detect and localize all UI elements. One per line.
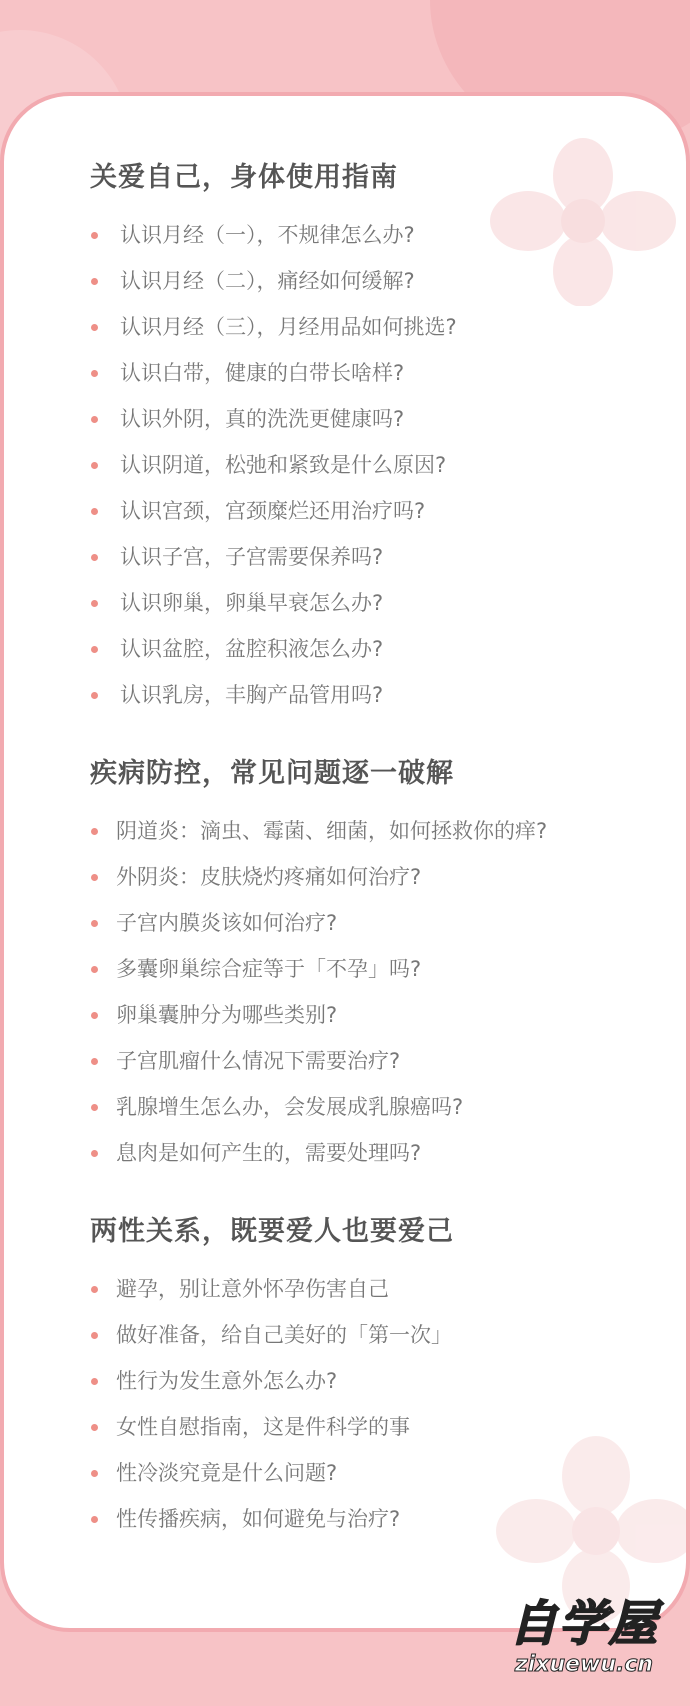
list-item: 女性自慰指南，这是件科学的事 (90, 1404, 680, 1450)
topic-list (90, 808, 680, 1176)
list-item: 认识外阴，真的洗洗更健康吗? (90, 396, 680, 442)
section-disease-control (90, 754, 680, 1176)
list-item: 认识盆腔，盆腔积液怎么办? (90, 626, 680, 672)
bullet-dot-icon (91, 370, 98, 377)
list-item: 认识乳房，丰胸产品管用吗? (90, 672, 680, 718)
bullet-dot-icon (91, 874, 98, 881)
bullet-dot-icon (91, 600, 98, 607)
bullet-dot-icon (91, 1286, 98, 1293)
list-item: 做好准备，给自己美好的「第一次」 (90, 1312, 680, 1358)
bullet-dot-icon (91, 1012, 98, 1019)
list-item: 认识月经（二），痛经如何缓解? (90, 258, 680, 304)
bullet-dot-icon (91, 278, 98, 285)
content-card (0, 92, 690, 1632)
bullet-dot-icon (91, 324, 98, 331)
watermark-title: 自学屋 (508, 1596, 659, 1652)
list-item: 认识月经（三），月经用品如何挑选? (90, 304, 680, 350)
bullet-dot-icon (91, 966, 98, 973)
bullet-dot-icon (91, 1516, 98, 1523)
list-item: 认识子宫，子宫需要保养吗? (90, 534, 680, 580)
section-body-guide (90, 158, 680, 718)
bullet-dot-icon (91, 232, 98, 239)
list-item: 认识宫颈，宫颈糜烂还用治疗吗? (90, 488, 680, 534)
section-title: 关爱自己，身体使用指南 (90, 162, 398, 193)
topic-list (90, 1266, 680, 1542)
list-item: 性冷淡究竟是什么问题? (90, 1450, 680, 1496)
guide-content (90, 158, 680, 1542)
bullet-dot-icon (91, 646, 98, 653)
section-title: 疾病防控，常见问题逐一破解 (90, 758, 454, 789)
bullet-dot-icon (91, 1378, 98, 1385)
bullet-dot-icon (91, 1332, 98, 1339)
bullet-dot-icon (91, 920, 98, 927)
list-item: 子宫肌瘤什么情况下需要治疗? (90, 1038, 680, 1084)
list-item: 卵巢囊肿分为哪些类别? (90, 992, 680, 1038)
bullet-dot-icon (91, 416, 98, 423)
bullet-dot-icon (91, 1424, 98, 1431)
list-item: 外阴炎：皮肤烧灼疼痛如何治疗? (90, 854, 680, 900)
bullet-dot-icon (91, 1104, 98, 1111)
bullet-dot-icon (91, 692, 98, 699)
topic-list (90, 212, 680, 718)
site-watermark (494, 1596, 674, 1678)
list-item: 多囊卵巢综合症等于「不孕」吗? (90, 946, 680, 992)
bullet-dot-icon (91, 462, 98, 469)
list-item: 性行为发生意外怎么办? (90, 1358, 680, 1404)
list-item: 避孕，别让意外怀孕伤害自己 (90, 1266, 680, 1312)
bullet-dot-icon (91, 1058, 98, 1065)
list-item: 息肉是如何产生的，需要处理吗? (90, 1130, 680, 1176)
bullet-dot-icon (91, 508, 98, 515)
bullet-dot-icon (91, 1470, 98, 1477)
list-item: 阴道炎：滴虫、霉菌、细菌，如何拯救你的痒? (90, 808, 680, 854)
list-item: 性传播疾病，如何避免与治疗? (90, 1496, 680, 1542)
section-relationships (90, 1212, 680, 1542)
list-item: 乳腺增生怎么办，会发展成乳腺癌吗? (90, 1084, 680, 1130)
watermark-url: zixuewu.cn (514, 1652, 654, 1677)
list-item: 认识卵巢，卵巢早衰怎么办? (90, 580, 680, 626)
list-item: 认识白带，健康的白带长啥样? (90, 350, 680, 396)
bullet-dot-icon (91, 828, 98, 835)
list-item: 子宫内膜炎该如何治疗? (90, 900, 680, 946)
section-title: 两性关系，既要爱人也要爱己 (90, 1216, 454, 1247)
list-item: 认识月经（一），不规律怎么办? (90, 212, 680, 258)
list-item: 认识阴道，松弛和紧致是什么原因? (90, 442, 680, 488)
bullet-dot-icon (91, 1150, 98, 1157)
bullet-dot-icon (91, 554, 98, 561)
